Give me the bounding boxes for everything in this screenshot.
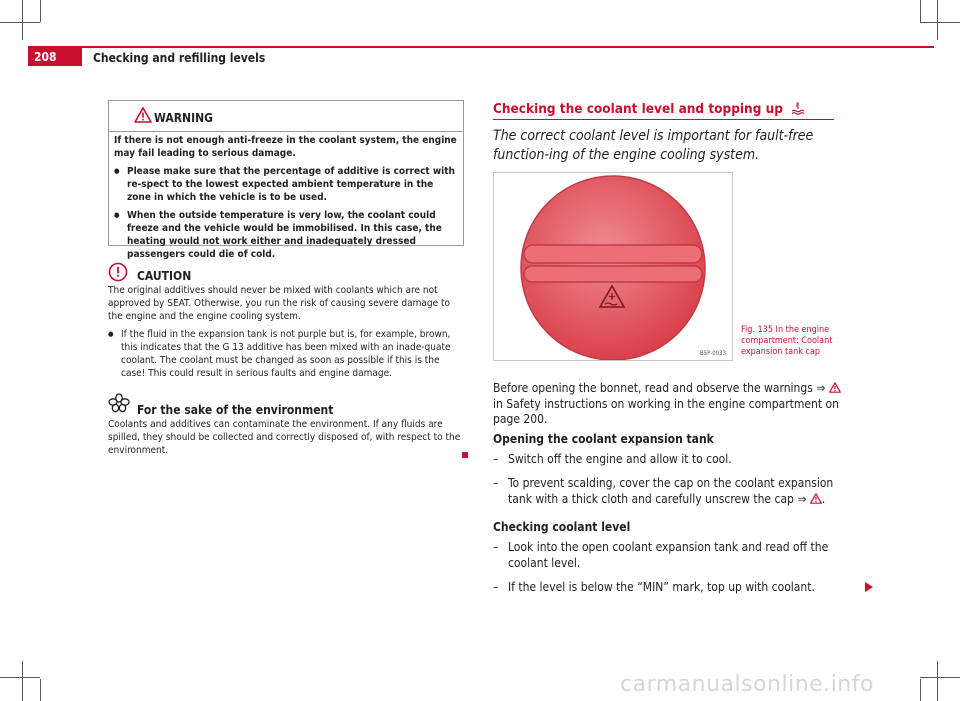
step-top-up: – If the level is below the “MIN” mark, top up with coolant.: [493, 580, 815, 594]
caution-exclamation-icon: [108, 262, 128, 282]
header-rule: [28, 46, 934, 48]
figure-code: B5P-0033: [700, 350, 726, 357]
warning-bullet: ● Please make sure that the percentage of additive is correct with re-spect to the lowest expected ambient temperature in the zone in which the vehicle is to be used.: [114, 165, 458, 204]
caution-title: CAUTION: [137, 269, 192, 283]
page-number: 208: [34, 50, 57, 64]
environment-body: Coolants and additives can contaminate the environment. If any fluids are spilled, they should be collected and correctly disposed of, with respect to the environment.: [108, 419, 461, 456]
environment-title: For the sake of the environment: [137, 403, 334, 417]
warning-triangle-icon: [134, 107, 152, 123]
watermark: carmanualsonline.info: [620, 672, 874, 697]
crop-mark: [0, 677, 40, 678]
coolant-cap-illustration: [494, 173, 732, 360]
warning-header: [109, 101, 463, 132]
crop-mark: [22, 661, 23, 701]
continue-arrow-icon: [864, 582, 873, 592]
crop-mark: [937, 661, 938, 701]
crop-mark: [920, 677, 960, 678]
coolant-symbol-icon: [791, 101, 805, 115]
crop-mark: [40, 679, 41, 701]
warning-ref-icon[interactable]: [810, 493, 822, 504]
dash-bullet: –: [493, 580, 499, 594]
section-end-marker: [462, 452, 468, 458]
warning-body: [109, 132, 463, 261]
paragraph-before-opening: Before opening the bonnet, read and observe the warnings ⇒ in Safety instructions on working in the engine compartment on page 200.: [493, 381, 839, 426]
crop-mark: [920, 0, 921, 22]
subhead-opening-tank: Opening the coolant expansion tank: [493, 432, 714, 446]
chapter-title: Checking and refilling levels: [93, 51, 266, 65]
caution-paragraph: The original additives should never be mixed with coolants which are not approved by SEAT. Otherwise, you run the risk of causing severe damage to the engine and the engine cooling system.: [108, 285, 451, 322]
environment-flower-icon: [108, 393, 130, 413]
dash-bullet: –: [493, 540, 499, 554]
figure-coolant-cap: [493, 172, 733, 361]
crop-mark: [920, 22, 960, 23]
subhead-checking-level: Checking coolant level: [493, 520, 631, 534]
warning-ref-icon[interactable]: [829, 382, 841, 393]
dash-bullet: –: [493, 452, 499, 466]
crop-mark: [0, 22, 40, 23]
crop-mark: [920, 679, 921, 701]
caution-bullet: ● If the fluid in the expansion tank is not purple but is, for example, brown, this indicates that the G 13 additive has been mixed with an inade-quate coolant. The coolant must be changed as soon as possible if this is the case! This could result in serious faults and engine damage.: [108, 328, 464, 380]
figure-caption: Fig. 135 In the engine compartment: Coolant expansion tank cap: [741, 325, 833, 357]
caution-body: [108, 284, 464, 385]
crop-mark: [22, 0, 23, 40]
section-title: Checking the coolant level and topping up: [493, 101, 805, 117]
crop-mark: [937, 0, 938, 40]
warning-title: WARNING: [154, 111, 213, 125]
warning-box: [108, 100, 464, 260]
section-intro: The correct coolant level is important for fault-free function-ing of the engine cooling system.: [493, 128, 814, 163]
step-switch-off: – Switch off the engine and allow it to cool.: [493, 452, 732, 466]
section-title-rule: [493, 119, 834, 120]
step-prevent-scalding: – To prevent scalding, cover the cap on the coolant expansion tank with a thick cloth and carefully unscrew the cap ⇒ .: [493, 476, 834, 506]
warning-bullet: ● When the outside temperature is very low, the coolant could freeze and the vehicle would be immobilised. In this case, the heating would not work either and inadequately dressed passengers could die of cold.: [114, 209, 458, 261]
crop-mark: [40, 0, 41, 22]
step-look-into-tank: – Look into the open coolant expansion tank and read off the coolant level.: [493, 540, 829, 570]
warning-paragraph: If there is not enough anti-freeze in the coolant system, the engine may fail leading to serious damage.: [114, 135, 457, 159]
dash-bullet: –: [493, 476, 499, 490]
